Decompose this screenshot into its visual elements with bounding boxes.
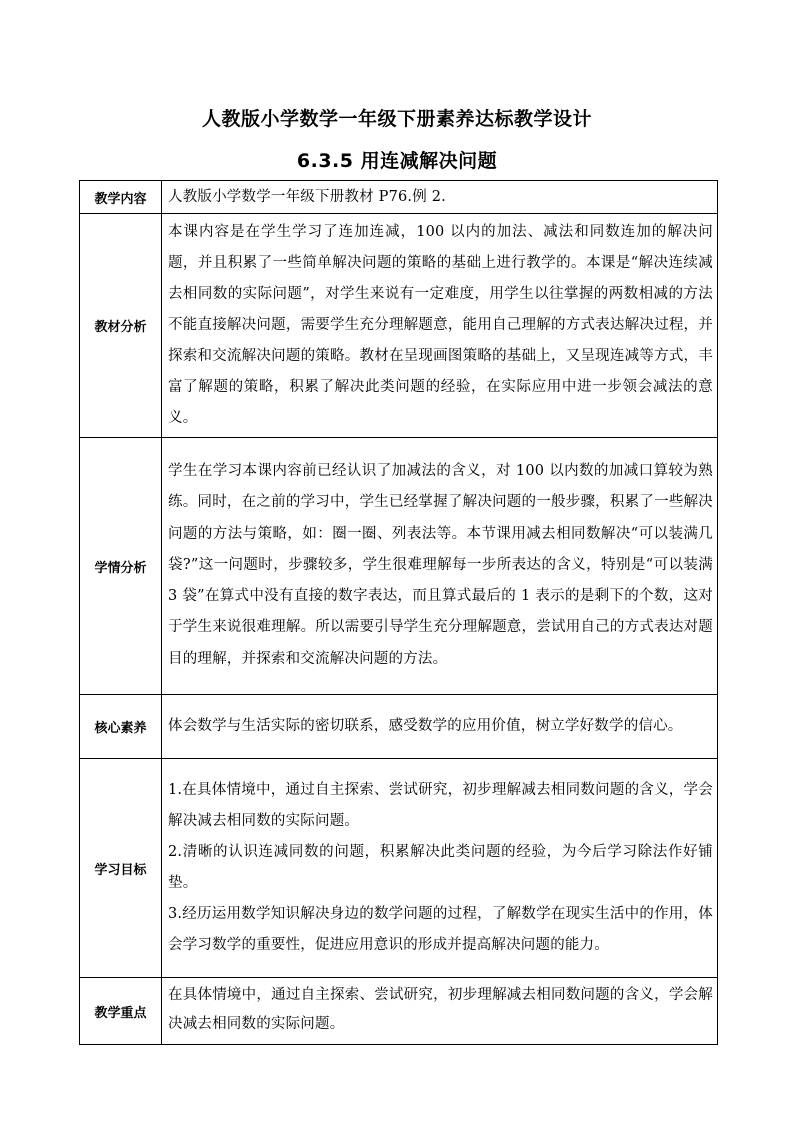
row-label-teaching-focus: 教学重点 bbox=[80, 978, 162, 1045]
table-row bbox=[80, 695, 718, 759]
row-content-teaching-content: 人教版小学数学一年级下册教材 P76.例 2. bbox=[162, 181, 718, 214]
row-label-learning-goals: 学习目标 bbox=[80, 759, 162, 978]
row-content-teaching-focus: 在具体情境中，通过自主探索、尝试研究，初步理解减去相同数问题的含义，学会解决减去相同数的实际问题。 bbox=[162, 978, 718, 1045]
row-label-teaching-content: 教学内容 bbox=[80, 181, 162, 214]
row-content-textbook-analysis: 本课内容是在学生学习了连加连减，100 以内的加法、减法和同数连加的解决问题，并且积累了一些简单解决问题的策略的基础上进行教学的。本课是“解决连续减去相同数的实际问题”，对学生来说有一定难度，用学生以往掌握的两数相减的方法不能直接解决问题，需要学生充分理解题意，能用自己理解的方式表达解决过程，并探索和交流解决问题的策略。教材在呈现画图策略的基础上，又呈现连减等方式，丰富了解题的策略，积累了解决此类问题的经验，在实际应用中进一步领会减法的意义。 bbox=[162, 214, 718, 438]
document-subtitle: 6.3.5 用连减解决问题 bbox=[296, 150, 498, 172]
table-row bbox=[80, 181, 718, 214]
table-row bbox=[80, 759, 718, 978]
row-content-core-literacy: 体会数学与生活实际的密切联系，感受数学的应用价值，树立学好数学的信心。 bbox=[162, 695, 718, 759]
learning-goal-1: 1.在具体情境中，通过自主探索、尝试研究，初步理解减去相同数问题的含义，学会解决减去相同数的实际问题。 bbox=[168, 781, 713, 829]
row-content-student-analysis: 学生在学习本课内容前已经认识了加减法的含义，对 100 以内数的加减口算较为熟练。同时，在之前的学习中，学生已经掌握了解决问题的一般步骤，积累了一些解决问题的方法与策略，如：圈一圈、列表法等。本节课用减去相同数解决“可以装满几袋?”这一问题时，步骤较多，学生很难理解每一步所表达的含义，特别是“可以装满 3 袋”在算式中没有直接的数字表达，而且算式最后的 1 表示的是剩下的个数，这对于学生来说很难理解。所以需要引导学生充分理解题意，尝试用自己的方式表达对题目的理解，并探索和交流解决问题的方法。 bbox=[162, 438, 718, 695]
table-row bbox=[80, 978, 718, 1045]
table-row bbox=[80, 438, 718, 695]
row-label-core-literacy: 核心素养 bbox=[80, 695, 162, 759]
row-label-student-analysis: 学情分析 bbox=[80, 438, 162, 695]
table-row bbox=[80, 214, 718, 438]
row-label-textbook-analysis: 教材分析 bbox=[80, 214, 162, 438]
learning-goal-3: 3.经历运用数学知识解决身边的数学问题的过程，了解数学在现实生活中的作用，体会学习数学的重要性，促进应用意识的形成并提高解决问题的能力。 bbox=[168, 905, 713, 953]
learning-goal-2: 2.清晰的认识连减同数的问题，积累解决此类问题的经验，为今后学习除法作好铺垫。 bbox=[168, 843, 713, 891]
lesson-plan-table bbox=[79, 180, 718, 1045]
document-title: 人教版小学数学一年级下册素养达标教学设计 bbox=[201, 108, 592, 130]
row-content-learning-goals bbox=[162, 759, 718, 978]
